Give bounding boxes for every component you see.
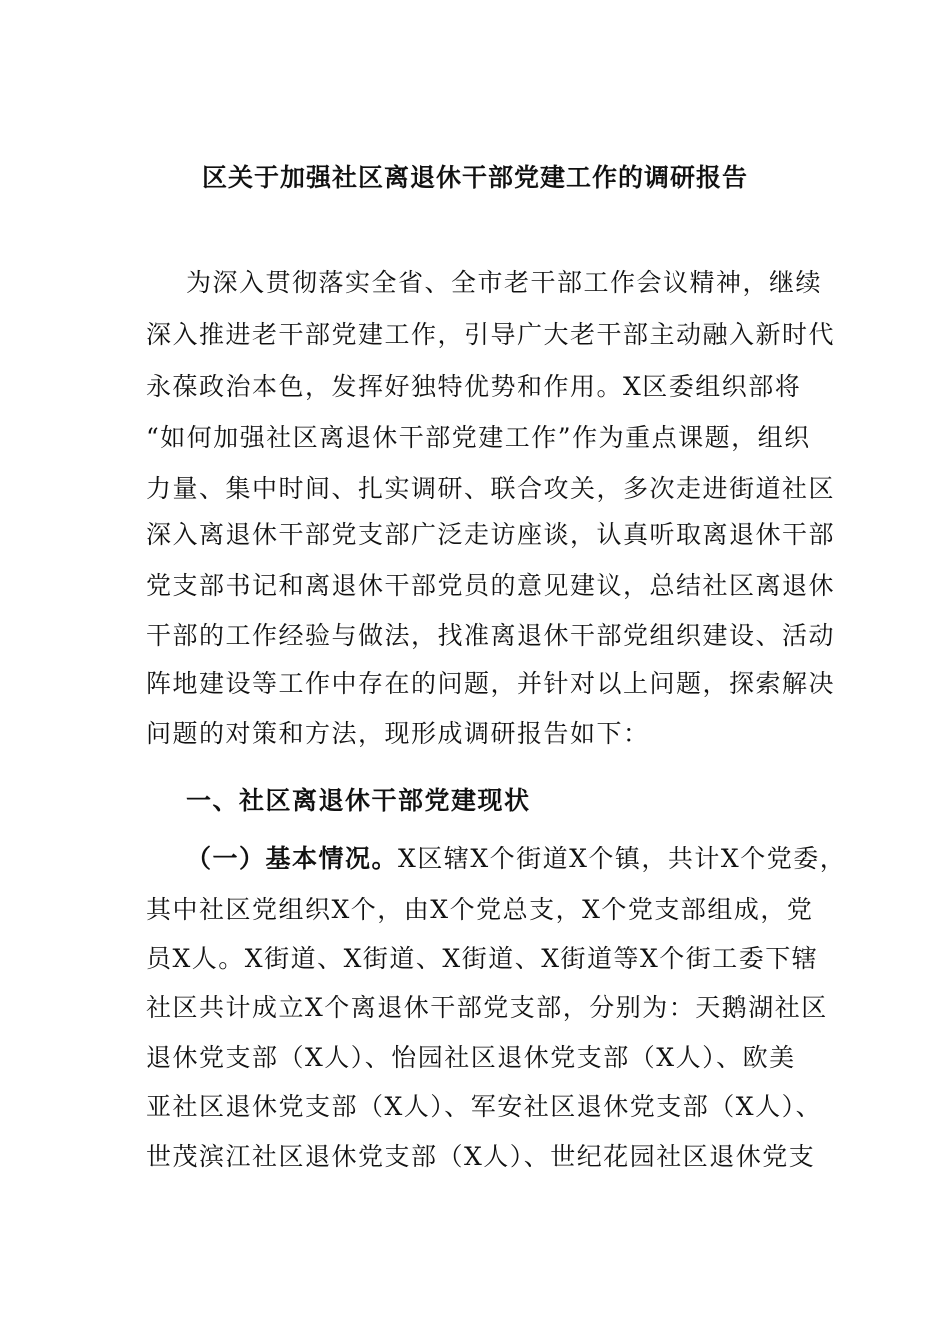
paragraph-line: 退休党支部（X人）、怡园社区退休党支部（X人）、欧美	[146, 1043, 796, 1072]
paragraph-line: 亚社区退休党支部（X人）、军安社区退休党支部（X人）、	[146, 1092, 823, 1121]
paragraph-line: 深入推进老干部党建工作，引导广大老干部主动融入新时代	[146, 320, 836, 349]
paragraph-line: 社区共计成立X个离退休干部党支部，分别为：天鹅湖社区	[146, 993, 828, 1022]
paragraph-line: 阵地建设等工作中存在的问题，并针对以上问题，探索解决	[146, 669, 836, 698]
paragraph-line: 力量、集中时间、扎实调研、联合攻关，多次走进街道社区	[146, 474, 836, 503]
paragraph-line: 党支部书记和离退休干部党员的意见建议，总结社区离退休	[146, 571, 836, 600]
paragraph-line: 员X人。X街道、X街道、X街道、X街道等X个街工委下辖	[146, 944, 819, 973]
subsection-first-text: X区辖X个街道X个镇，共计X个党委，	[398, 844, 847, 873]
paragraph-line: 深入离退休干部党支部广泛走访座谈，认真听取离退休干部	[146, 520, 836, 549]
paragraph-line: “如何加强社区离退休干部党建工作”作为重点课题，组织	[146, 423, 811, 452]
section-heading: 一、社区离退休干部党建现状	[186, 786, 531, 815]
paragraph-line: 永葆政治本色，发挥好独特优势和作用。X区委组织部将	[146, 372, 802, 401]
paragraph-line: 其中社区党组织X个，由X个党总支，X个党支部组成，党	[146, 895, 814, 924]
document-title: 区关于加强社区离退休干部党建工作的调研报告	[201, 163, 748, 192]
subsection-lead: （一）基本情况。	[186, 844, 399, 873]
paragraph-line: 为深入贯彻落实全省、全市老干部工作会议精神，继续	[186, 268, 823, 297]
subsection-first-line	[186, 842, 866, 876]
paragraph-line: 干部的工作经验与做法，找准离退休干部党组织建设、活动	[146, 621, 836, 650]
paragraph-line: 世茂滨江社区退休党支部（X人）、世纪花园社区退休党支	[146, 1142, 816, 1171]
paragraph-line: 问题的对策和方法，现形成调研报告如下：	[146, 719, 650, 748]
